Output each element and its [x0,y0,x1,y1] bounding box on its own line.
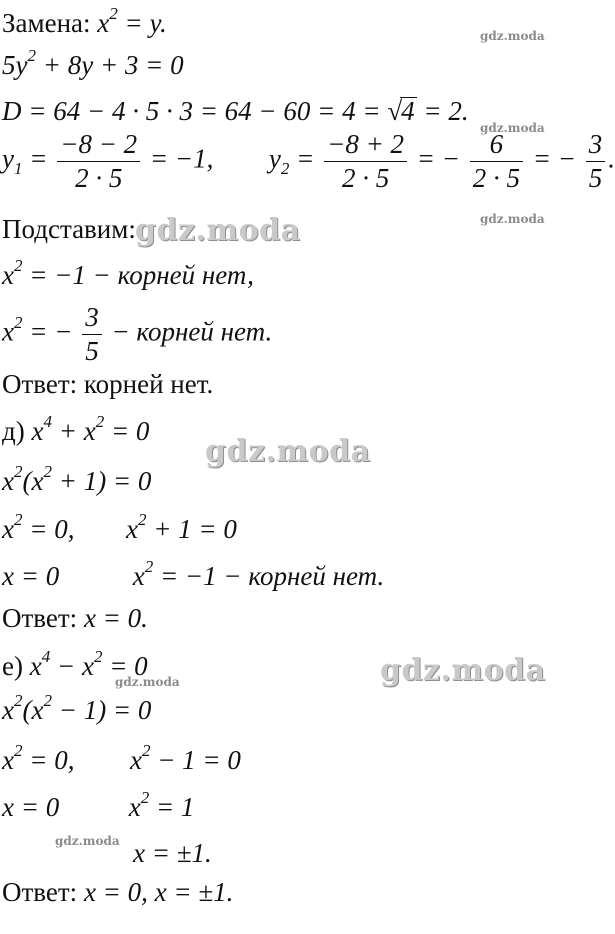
part-e-label: е) [2,651,30,681]
answer-part-e: Ответ: x = 0, x = ±1. [2,877,234,907]
fraction-y2: $\frac{-8 + 2}{2 \cdot 5}$ [324,131,407,192]
fraction-six: $\frac{6}{2 \cdot 5}$ [470,131,523,192]
line-part-d-solutions: x = 0 $x^2 = -1$ − корней нет. [2,557,385,591]
watermark-large-1: gdz.moda [135,213,301,248]
sqrt-sign: √ [387,96,403,126]
line-substitution [2,4,167,38]
line-quadratic-equation: $5y^2 + 8y + 3 = 0$ [2,46,184,80]
fraction-y1: $\frac{-8 - 2}{2 \cdot 5}$ [57,131,140,192]
fraction-three-fifths: $\frac{3}{5}$ [586,131,606,192]
line-case-minus-three-fifths: $x^2$ = − $\frac{3}{5}$ − корней нет. [2,302,273,366]
fraction-three-fifths-2: $\frac{3}{5}$ [82,304,102,365]
line-part-d-split: $x^2 = 0$, $x^2 + 1 = 0$ [2,510,237,544]
line-part-d-equation: д) $x^4 + x^2 = 0$ [2,412,150,446]
watermark-small-1: gdz.moda [480,29,545,43]
answer-no-roots: Ответ: корней нет. [2,369,214,399]
line-part-e-solutions: x = 0 $x^2 = 1$ [2,788,195,822]
line-part-d-factored: $x^2(x^2 + 1) = 0$ [2,462,152,496]
line-substitute-label: Подставим: [2,214,136,244]
watermark-small-2: gdz.moda [480,121,545,135]
substitution-expr: $x^2 = y$. [97,4,167,38]
watermark-large-3: gdz.moda [380,653,546,688]
answer-part-d: Ответ: x = 0. [2,603,148,633]
line-part-e-plus-minus: x = ±1. [133,838,212,868]
line-part-e-split: $x^2 = 0$, $x^2 - 1 = 0$ [2,741,241,775]
line-roots: $y_1$ = $\frac{-8 - 2}{2 \cdot 5}$ = −1, $y_2$ = $\frac{-8 + 2}{2 \cdot 5}$ = − $\frac{6}{2 \cdot 5}$ = − $\frac{3}{5}$ . [2,129,615,193]
watermark-small-5: gdz.moda [55,834,120,848]
line-part-e-equation: е) $x^4 - x^2 = 0$ [2,647,148,681]
line-part-e-factored: $x^2(x^2 - 1) = 0$ [2,691,152,725]
substitution-label: Замена: [2,8,91,38]
part-d-label: д) [2,416,32,446]
watermark-large-2: gdz.moda [205,434,371,469]
line-case-minus-one: $x^2 = -1$ − корней нет, [2,256,254,290]
watermark-small-4: gdz.moda [115,675,180,689]
watermark-small-3: gdz.moda [480,212,545,226]
line-discriminant: D = 64 − 4 · 5 · 3 = 64 − 60 = 4 = √4 = 2. [2,96,469,126]
